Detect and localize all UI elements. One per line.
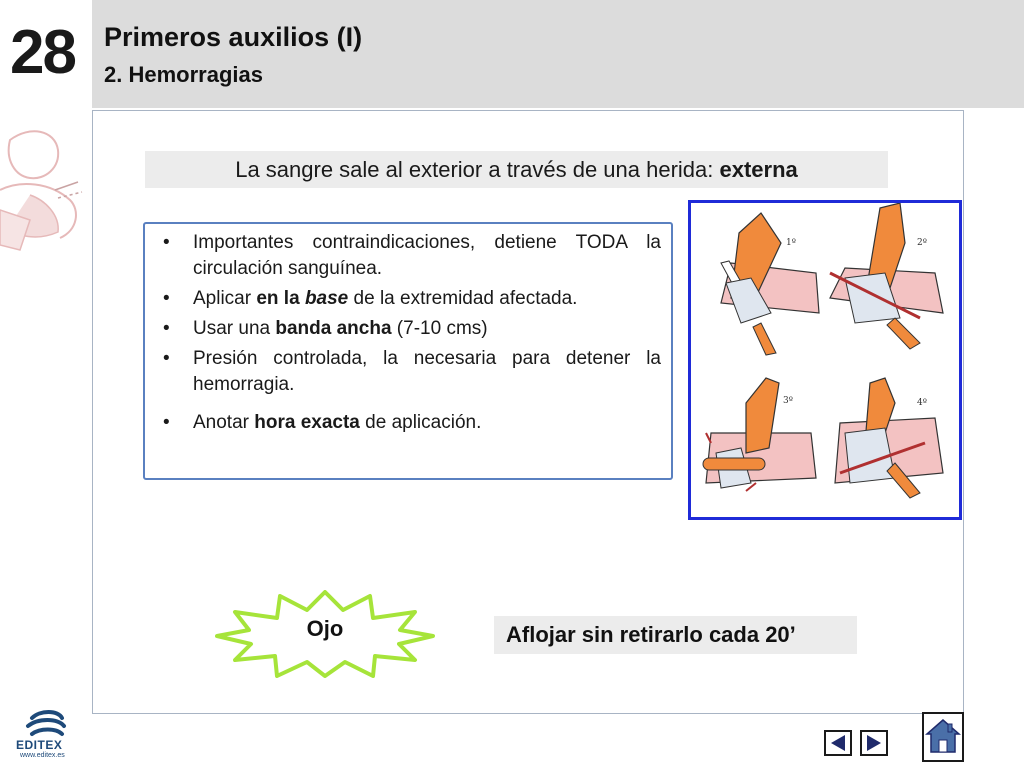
editex-logo-text: EDITEX <box>16 738 63 752</box>
heading-banner <box>145 151 888 188</box>
home-button[interactable] <box>922 712 964 762</box>
previous-slide-button[interactable] <box>824 730 852 756</box>
loosen-note: Aflojar sin retirarlo cada 20’ <box>494 616 857 654</box>
bullet-list <box>163 230 661 436</box>
bullet-item: • Importantes contraindicaciones, detiene TODA la circulación sanguínea. <box>163 230 661 282</box>
header-band <box>92 0 1024 108</box>
tourniquet-step-2 <box>830 203 943 349</box>
bullet-item: • Aplicar en la base de la extremidad afectada. <box>163 286 661 312</box>
step-label: 1º <box>786 238 796 248</box>
step-label: 2º <box>917 238 927 248</box>
heading-text: La sangre sale al exterior a través de una herida: <box>235 157 720 182</box>
bullet-item: • Anotar hora exacta de aplicación. <box>163 410 661 436</box>
heading-emphasis: externa <box>719 157 798 182</box>
editex-url: www.editex.es <box>20 752 65 759</box>
step-label: 3º <box>783 396 793 406</box>
tourniquet-step-3 <box>703 378 816 491</box>
ojo-label: Ojo <box>306 616 344 641</box>
next-slide-button[interactable] <box>860 730 888 756</box>
bullet-item: • Presión controlada, la necesaria para detener la hemorragia. <box>163 346 661 398</box>
step-label: 4º <box>917 398 927 408</box>
tourniquet-step-4 <box>835 378 943 498</box>
slide-title: Primeros auxilios (I) <box>104 22 363 52</box>
bullet-box <box>143 222 673 480</box>
slide-subtitle: 2. Hemorragias <box>104 62 263 87</box>
first-aid-illustration <box>0 120 92 280</box>
slide-number: 28 <box>10 18 75 87</box>
bullet-item: • Usar una banda ancha (7-10 cms) <box>163 316 661 342</box>
tourniquet-illustration <box>688 200 962 520</box>
tourniquet-step-1 <box>721 213 819 355</box>
tourniquet-steps-drawing <box>691 203 959 517</box>
